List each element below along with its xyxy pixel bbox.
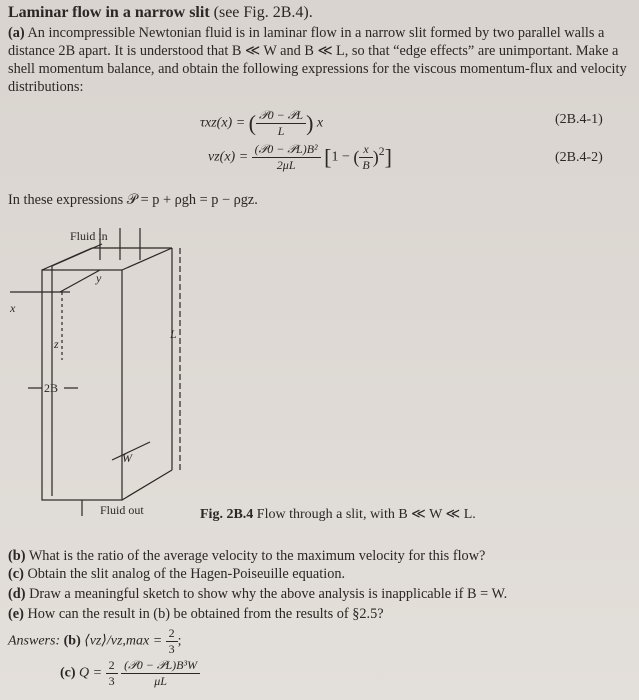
question-d-label: (d) [8, 586, 26, 602]
answer-c-fraction-2 [121, 658, 200, 689]
eq2-num: (𝒫0 − 𝒫L)B² [252, 142, 321, 158]
eq1-lhs: τxz(x) = [200, 115, 246, 131]
question-e-label: (e) [8, 606, 24, 622]
eq2-inner-fraction [359, 142, 372, 173]
question-b-label: (b) [8, 548, 26, 564]
answer-c-den-2: μL [154, 674, 167, 688]
answer-c-lhs: Q = [79, 665, 103, 681]
answer-c-num-2: (𝒫0 − 𝒫L)B³W [121, 658, 200, 674]
answers-block: Answers: (b) ⟨vz⟩/vz,max = $\frac{2}{3}$ ; [8, 626, 182, 656]
title-bold: Laminar flow in a narrow slit [8, 4, 210, 21]
eq1-tail: x [316, 115, 324, 131]
y-axis-line [60, 270, 100, 292]
slit-bottom-edge-right [122, 470, 172, 500]
equation-2 [208, 142, 392, 173]
eq1-fraction [256, 108, 306, 139]
equation-1 [200, 108, 323, 139]
eq2-square: 2 [378, 145, 385, 159]
question-e [8, 606, 384, 623]
eq1-num: 𝒫0 − 𝒫L [256, 108, 306, 124]
question-e-text: How can the result in (b) be obtained from the results of §2.5? [27, 606, 384, 622]
answer-b-lhs: ⟨vz⟩/vz,max = [84, 633, 163, 649]
answer-c-den-1: 3 [108, 674, 115, 688]
eq2-tail-den: B [362, 158, 370, 172]
fluid-in-label: Fluid in [70, 229, 108, 243]
eq2-fraction [252, 142, 321, 173]
eq2-lhs: vz(x) = [208, 149, 249, 165]
question-d [8, 586, 507, 603]
part-a-paragraph [8, 24, 628, 96]
question-b [8, 548, 485, 565]
answer-c [60, 658, 200, 689]
question-c-label: (c) [8, 566, 24, 582]
eq2-tail-a: 1 − [331, 149, 350, 165]
y-axis-label: y [96, 271, 102, 285]
problem-title [8, 4, 313, 22]
eq2-paren-close: ) [372, 147, 379, 167]
eq2-bracket-open: [ [324, 144, 332, 170]
2b-label: 2B [44, 381, 59, 395]
answers-label: Answers: [8, 633, 61, 649]
fluid-out-label: Fluid out [100, 503, 144, 517]
eq2-bracket-close: ] [384, 144, 392, 170]
eq2-den: 2μL [276, 158, 296, 172]
question-c-text: Obtain the slit analog of the Hagen-Poiseuille equation. [27, 566, 346, 582]
answer-c-label: (c) [60, 665, 76, 681]
answer-c-fraction-1 [106, 658, 118, 689]
figure-caption-bold: Fig. 2B.4 [200, 507, 254, 522]
answer-b-fraction [166, 626, 178, 657]
eq1-paren-close: ) [306, 110, 314, 136]
slit-inner-top [52, 244, 102, 266]
slit-top-edge-right [122, 248, 172, 270]
title-rest: (see Fig. 2B.4). [209, 4, 313, 21]
x-axis-label: x [10, 301, 16, 315]
expressions-sentence: In these expressions 𝒫 = p + ρgh = p − ρgz. [8, 192, 258, 208]
equation-1-number: (2B.4-1) [555, 112, 603, 127]
eq2-paren-open: ( [353, 147, 360, 167]
eq2-tail-num: x [359, 142, 372, 158]
eq1-den: L [277, 124, 285, 138]
eq1-paren-open: ( [248, 110, 256, 136]
part-a-text: An incompressible Newtonian fluid is in laminar flow in a narrow slit formed by two parallel walls a distance 2B apart. It is understood that B ≪ W and B ≪ L, so that “edge effects” are unimportant. Make a shell momentum balance, and obtain the following expressions for the viscous momentum-flux and velocity distributions: [8, 25, 627, 95]
answer-b-label: (b) [63, 633, 81, 649]
answer-b-den: 3 [168, 642, 175, 656]
answer-b-num: 2 [166, 626, 178, 642]
part-a-label: (a) [8, 25, 25, 41]
question-b-text: What is the ratio of the average velocity to the maximum velocity for this flow? [28, 548, 486, 564]
answer-c-num-1: 2 [106, 658, 118, 674]
equation-2-number: (2B.4-2) [555, 150, 603, 165]
length-label: L [170, 327, 177, 341]
figure-caption [200, 506, 476, 523]
z-axis-label: z [54, 337, 59, 351]
figure-caption-text: Flow through a slit, with B ≪ W ≪ L. [256, 507, 476, 522]
question-d-text: Draw a meaningful sketch to show why the above analysis is inapplicable if B = W. [29, 586, 508, 602]
slit-figure [0, 220, 639, 520]
width-label: W [122, 451, 132, 465]
question-c [8, 566, 345, 583]
